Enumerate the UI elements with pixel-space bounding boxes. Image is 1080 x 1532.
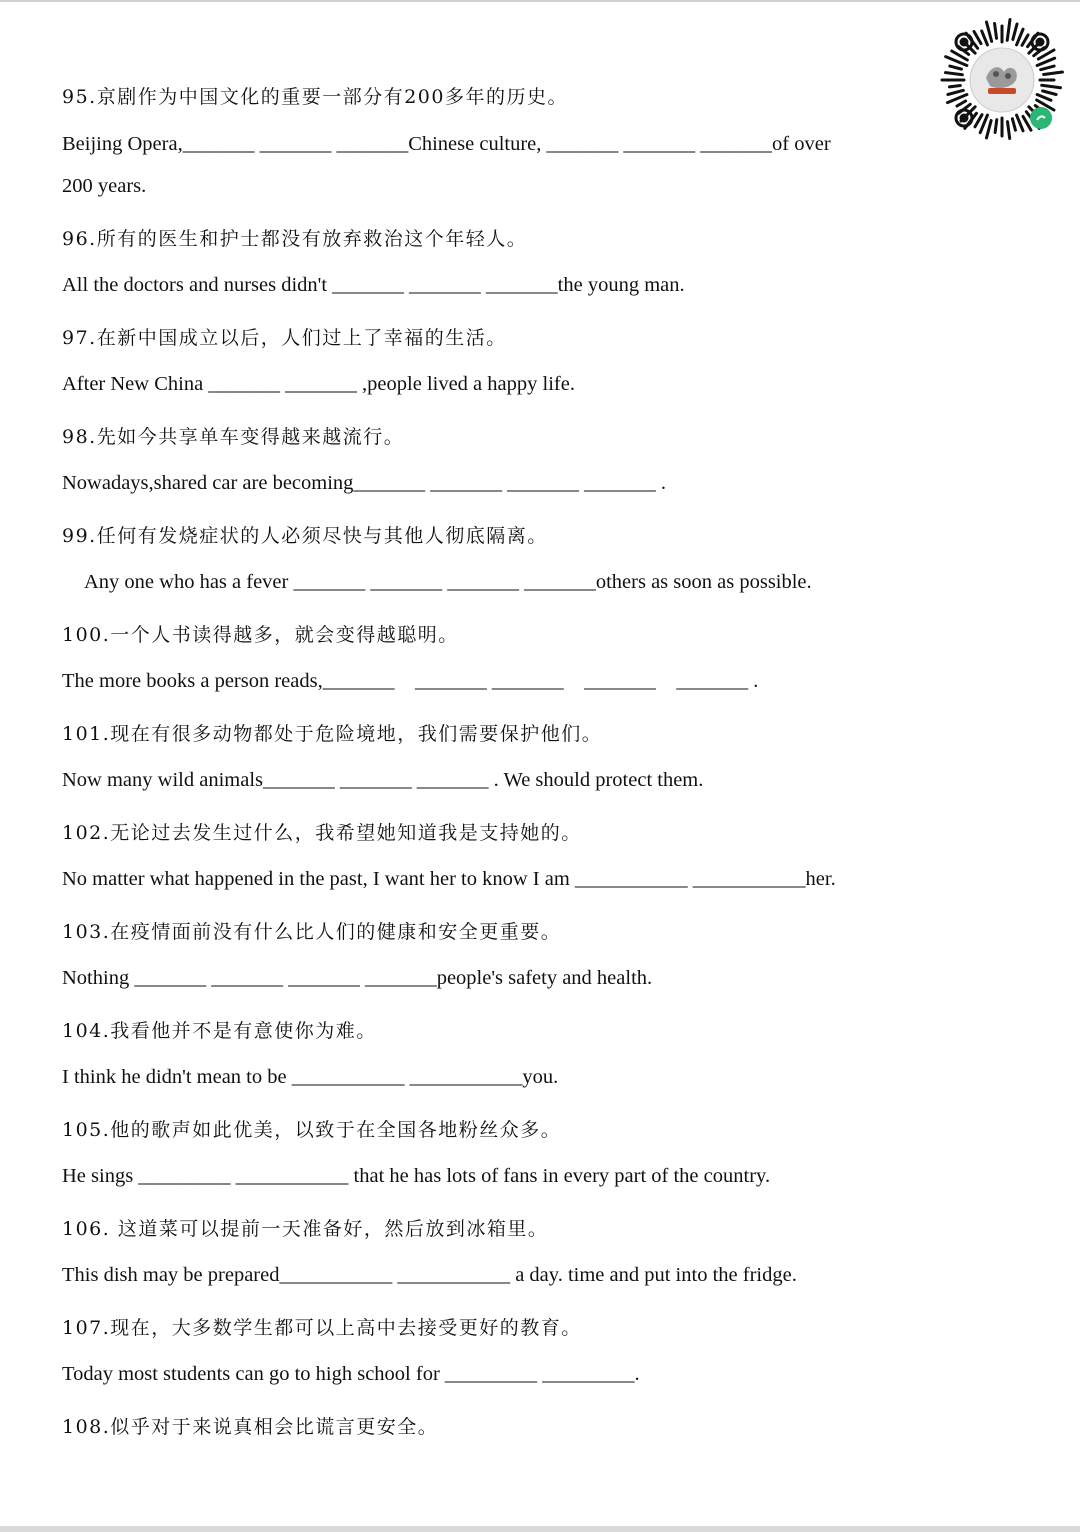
question-prompt-19: 104.我看他并不是有意使你为难。 [62, 1020, 377, 1042]
answer-sentence-2: 200 years. [62, 175, 147, 197]
question-prompt-21: 105.他的歌声如此优美，以致于在全国各地粉丝众多。 [62, 1119, 562, 1141]
question-prompt-13: 101.现在有很多动物都处于危险境地，我们需要保护他们。 [62, 723, 603, 745]
page-top-border [0, 0, 1080, 2]
question-prompt-3: 96.所有的医生和护士都没有放弃救治这个年轻人。 [62, 228, 528, 250]
mini-program-qr-code [938, 16, 1066, 144]
page-bottom-border [0, 1526, 1080, 1532]
question-prompt-17: 103.在疫情面前没有什么比人们的健康和安全更重要。 [62, 921, 562, 943]
question-prompt-0: 95.京剧作为中国文化的重要一部分有200多年的历史。 [62, 86, 568, 108]
question-prompt-27: 108.似乎对于来说真相会比谎言更安全。 [62, 1416, 439, 1438]
question-prompt-11: 100.一个人书读得越多，就会变得越聪明。 [62, 624, 459, 646]
answer-sentence-20: I think he didn't mean to be ___________ ___________you. [62, 1066, 559, 1088]
question-prompt-25: 107.现在，大多数学生都可以上高中去接受更好的教育。 [62, 1317, 582, 1339]
answer-sentence-14: Now many wild animals_______ _______ _______ . We should protect them. [62, 769, 704, 791]
answer-sentence-18: Nothing _______ _______ _______ _______people's safety and health. [62, 967, 653, 989]
answer-sentence-24: This dish may be prepared___________ ___________ a day. time and put into the fridge. [62, 1264, 797, 1286]
question-prompt-5: 97.在新中国成立以后，人们过上了幸福的生活。 [62, 327, 507, 349]
answer-sentence-22: He sings _________ ___________ that he has lots of fans in every part of the country. [62, 1165, 771, 1187]
question-prompt-9: 99.任何有发烧症状的人必须尽快与其他人彻底隔离。 [62, 525, 548, 547]
question-prompt-7: 98.先如今共享单车变得越来越流行。 [62, 426, 405, 448]
answer-sentence-8: Nowadays,shared car are becoming_______ _______ _______ _______ . [62, 472, 667, 494]
question-prompt-15: 102.无论过去发生过什么，我希望她知道我是支持她的。 [62, 822, 582, 844]
answer-sentence-6: After New China _______ _______ ,people lived a happy life. [62, 373, 575, 395]
answer-sentence-4: All the doctors and nurses didn't _______ _______ _______the young man. [62, 274, 685, 296]
answer-sentence-16: No matter what happened in the past, I want her to know I am ___________ ___________her. [62, 868, 836, 890]
answer-sentence-12: The more books a person reads,_______ _______ _______ _______ _______ . [62, 670, 759, 692]
question-prompt-23: 106. 这道菜可以提前一天准备好，然后放到冰箱里。 [62, 1218, 549, 1240]
answer-sentence-1: Beijing Opera,_______ _______ _______Chinese culture, _______ _______ _______of over [62, 133, 831, 155]
answer-sentence-26: Today most students can go to high school for _________ _________. [62, 1363, 640, 1385]
answer-sentence-10: Any one who has a fever _______ _______ _______ _______others as soon as possible. [84, 571, 812, 593]
